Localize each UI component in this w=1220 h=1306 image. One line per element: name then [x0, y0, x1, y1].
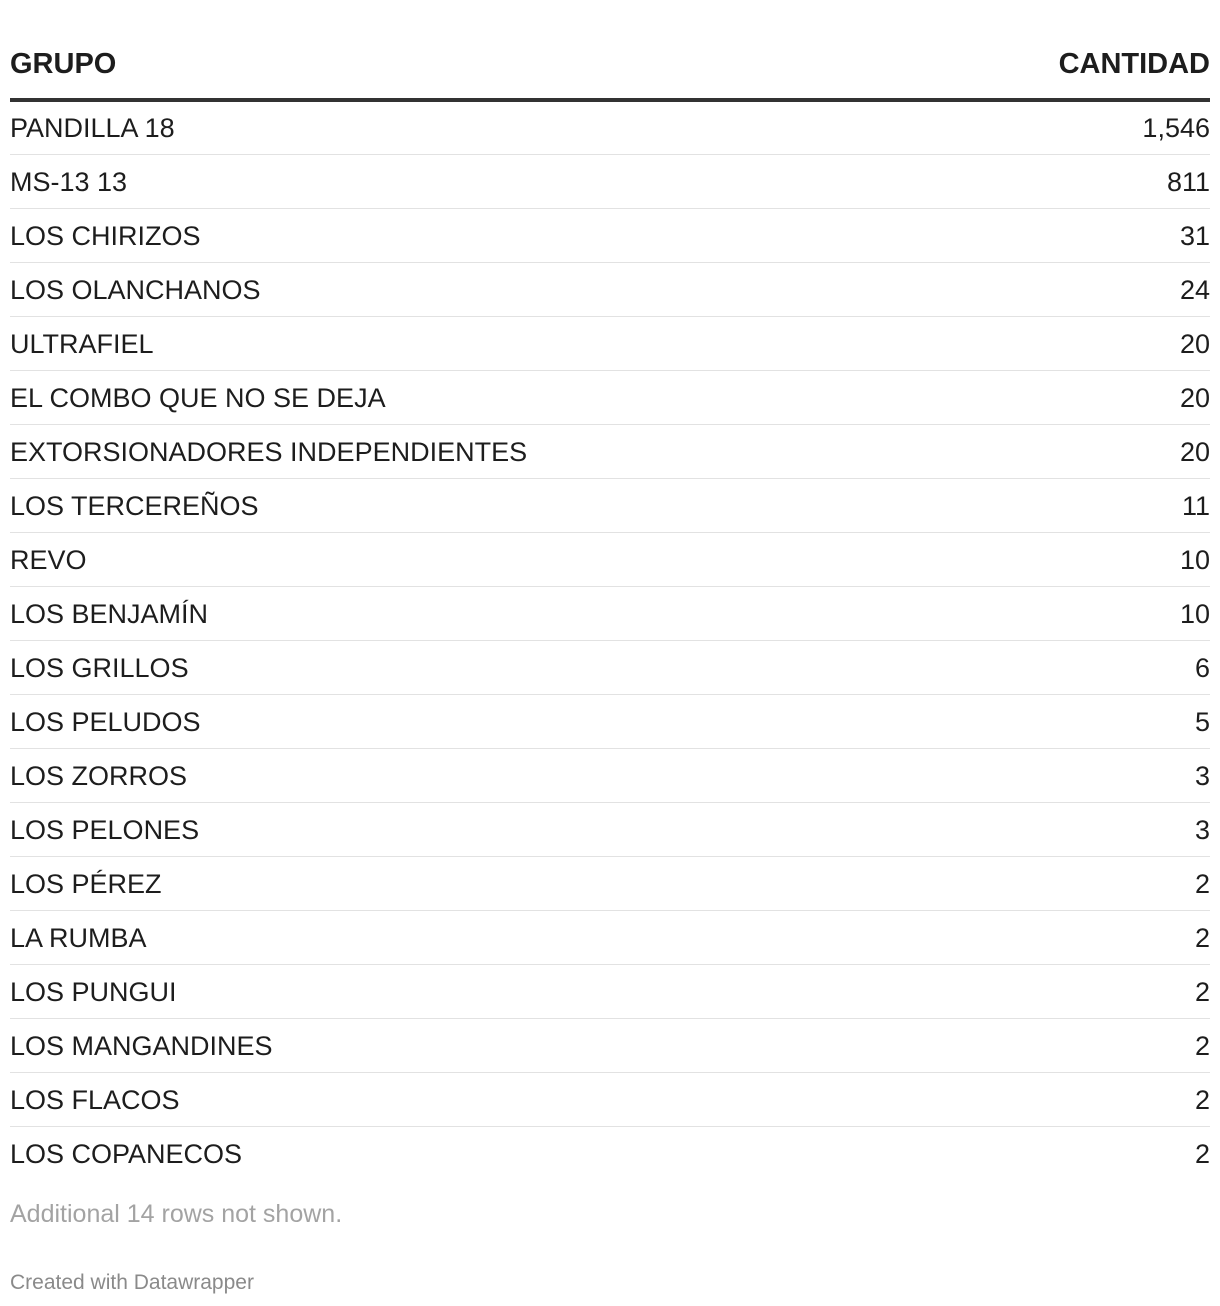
cell-cantidad: 20 — [1179, 329, 1210, 359]
cell-cantidad: 2 — [1194, 923, 1210, 953]
cell-grupo: LOS PUNGUI — [10, 977, 177, 1007]
table-row — [10, 965, 1210, 1019]
cell-grupo: LOS GRILLOS — [10, 653, 189, 683]
cell-grupo: EL COMBO QUE NO SE DEJA — [10, 383, 386, 413]
cell-cantidad: 10 — [1179, 599, 1210, 629]
cell-cantidad: 811 — [1166, 167, 1210, 197]
cell-cantidad: 2 — [1194, 977, 1210, 1007]
table-body — [10, 101, 1210, 1180]
table-row — [10, 1019, 1210, 1073]
datawrapper-credit: Created with Datawrapper — [10, 1271, 254, 1294]
cell-grupo: LA RUMBA — [10, 923, 147, 953]
cell-cantidad: 20 — [1179, 437, 1210, 467]
cell-cantidad: 2 — [1194, 1139, 1210, 1169]
table-header — [10, 44, 1210, 84]
table-row — [10, 587, 1210, 641]
table-row — [10, 749, 1210, 803]
table-row — [10, 263, 1210, 317]
table-row — [10, 371, 1210, 425]
cell-cantidad: 31 — [1179, 221, 1210, 251]
cell-cantidad: 5 — [1194, 707, 1210, 737]
cell-grupo: LOS PÉREZ — [10, 869, 162, 899]
table-row — [10, 911, 1210, 965]
cell-cantidad: 2 — [1194, 1085, 1210, 1115]
cell-grupo: LOS TERCEREÑOS — [10, 491, 259, 521]
table-row — [10, 695, 1210, 749]
cell-cantidad: 11 — [1181, 491, 1210, 521]
cell-grupo: LOS PELONES — [10, 815, 200, 845]
cell-grupo: EXTORSIONADORES INDEPENDIENTES — [10, 437, 528, 467]
cell-cantidad: 2 — [1194, 869, 1210, 899]
cell-grupo: LOS ZORROS — [10, 761, 188, 791]
cell-cantidad: 20 — [1179, 383, 1210, 413]
table-row — [10, 857, 1210, 911]
cell-grupo: LOS PELUDOS — [10, 707, 201, 737]
cell-cantidad: 1,546 — [1142, 113, 1210, 143]
cell-cantidad: 24 — [1179, 275, 1210, 305]
cell-cantidad: 3 — [1194, 815, 1210, 845]
table-row — [10, 1127, 1210, 1180]
table-row — [10, 155, 1210, 209]
column-header-cantidad[interactable]: CANTIDAD — [1058, 48, 1210, 80]
cell-cantidad: 3 — [1194, 761, 1210, 791]
table-row — [10, 209, 1210, 263]
rows-not-shown-note: Additional 14 rows not shown. — [10, 1200, 343, 1228]
cell-grupo: PANDILLA 18 — [10, 113, 175, 143]
table-row — [10, 317, 1210, 371]
cell-grupo: REVO — [10, 545, 87, 575]
table-row — [10, 479, 1210, 533]
table-row — [10, 533, 1210, 587]
cell-grupo: LOS CHIRIZOS — [10, 221, 201, 251]
table-row — [10, 425, 1210, 479]
cell-grupo: LOS COPANECOS — [10, 1139, 243, 1169]
table-row — [10, 803, 1210, 857]
cell-grupo: LOS MANGANDINES — [10, 1031, 273, 1061]
cell-cantidad: 2 — [1194, 1031, 1210, 1061]
cell-grupo: MS-13 13 — [10, 167, 128, 197]
cell-cantidad: 6 — [1194, 653, 1210, 683]
table-row — [10, 1073, 1210, 1127]
column-header-grupo[interactable]: GRUPO — [10, 48, 117, 80]
cell-grupo: LOS FLACOS — [10, 1085, 180, 1115]
cell-grupo: ULTRAFIEL — [10, 329, 154, 359]
cell-grupo: LOS OLANCHANOS — [10, 275, 261, 305]
cell-grupo: LOS BENJAMÍN — [10, 599, 209, 629]
cell-cantidad: 10 — [1179, 545, 1210, 575]
table-row — [10, 101, 1210, 155]
table-row — [10, 641, 1210, 695]
